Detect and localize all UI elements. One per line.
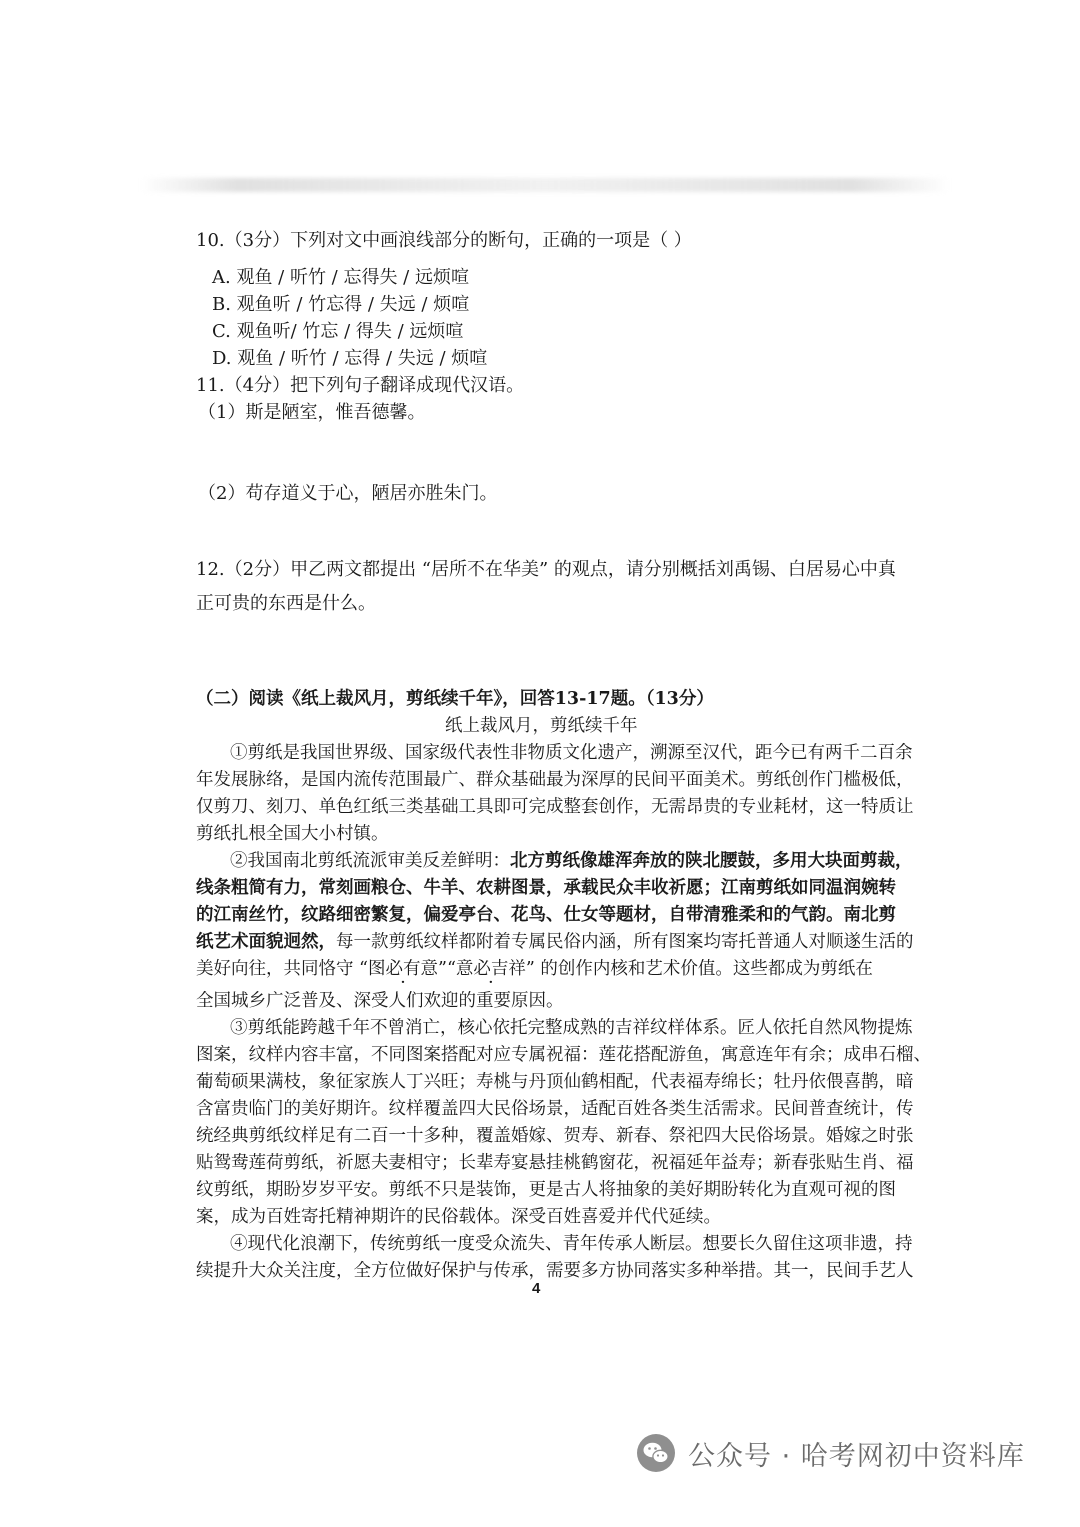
para-4-line: 续提升大众关注度，全方位做好保护与传承，需要多方协同落实多种举措。其一，民间手艺人: [196, 1261, 914, 1281]
question-10-option-d: D. 观鱼 / 听竹 / 忘得 / 失远 / 烦喧: [212, 348, 488, 369]
para-2-bold-text: 北方剪纸像雄浑奔放的陕北腰鼓，多用大块面剪裁，: [510, 851, 913, 871]
para-2-line: 全国城乡广泛普及、深受人们欢迎的重要原因。: [196, 991, 564, 1011]
section-2-header: （二）阅读《纸上裁风月，剪纸续千年》，回答13-17题。（13分）: [196, 689, 714, 709]
para-2-text: 每一款剪纸纹样都附着专属民俗内涵，所有图案均寄托普通人对顺遂生活的: [336, 932, 914, 952]
para-2-text: ”“: [438, 959, 456, 979]
question-11-item-1: （1）斯是陋室，惟吾德馨。: [198, 402, 426, 423]
scan-artifact: [140, 178, 950, 192]
para-2-line: [196, 930, 914, 954]
watermark-text: 公众号 · 哈考网初中资料库: [688, 1440, 1025, 1472]
para-3-line: 案，成为百姓寄托精神期许的民俗载体。深受百姓喜爱并代代延续。: [196, 1207, 721, 1227]
wechat-icon: [636, 1433, 676, 1473]
para-2-line: [196, 957, 873, 981]
question-11-stem: 11.（4分）把下列句子翻译成现代汉语。: [196, 375, 525, 396]
para-1-line: 仅剪刀、刻刀、单色红纸三类基础工具即可完成整套创作，无需昂贵的专业耗材，这一特质让: [196, 797, 914, 817]
para-2-bold-text: 纸艺术面貌迥然，: [196, 932, 336, 952]
para-3-line: 含富贵临门的美好期许。纹样覆盖四大民俗场景，适配百姓各类生活需求。民间普查统计，传: [196, 1099, 914, 1119]
emphasized-phrase-2: 意必吉祥: [455, 959, 526, 979]
para-2-text: ” 的创作内核和艺术价值。这些都成为剪纸在: [525, 959, 873, 979]
para-3-line: 纹剪纸，期盼岁岁平安。剪纸不只是装饰，更是古人将抽象的美好期盼转化为直观可视的图: [196, 1180, 896, 1200]
para-3-line: 图案，纹样内容丰富，不同图案搭配对应专属祝福：莲花搭配游鱼，寓意连年有余；成串石榴、: [196, 1045, 931, 1065]
para-1-line: 年发展脉络，是国内流传范围最广、群众基础最为深厚的民间平面美术。剪纸创作门槛极低，: [196, 770, 914, 790]
question-10-option-b: B. 观鱼听 / 竹忘得 / 失远 / 烦喧: [212, 294, 470, 315]
page-number: 4: [532, 1280, 541, 1297]
para-2-line: 线条粗简有力，常刻画粮仓、牛羊、农耕图景，承载民众丰收祈愿；江南剪纸如同温润婉转: [196, 878, 896, 898]
para-3-line: 统经典剪纸纹样足有二百一十多种，覆盖婚嫁、贺寿、新春、祭祀四大民俗场景。婚嫁之时张: [196, 1126, 914, 1146]
question-11-item-2: （2）苟存道义于心，陋居亦胜朱门。: [198, 483, 498, 504]
question-12-line-2: 正可贵的东西是什么。: [196, 593, 376, 614]
question-10-option-a: A. 观鱼 / 听竹 / 忘得失 / 远烦喧: [212, 267, 469, 288]
para-2-text: 美好向往，共同恪守 “: [196, 959, 369, 979]
para-2-line: [230, 849, 913, 873]
emphasized-phrase-1: 图必有意: [368, 959, 439, 979]
article-title: 纸上裁风月，剪纸续千年: [445, 716, 638, 736]
question-10-option-c: C. 观鱼听/ 竹忘 / 得失 / 远烦喧: [212, 321, 464, 342]
question-12-line-1: 12.（2分）甲乙两文都提出 “居所不在华美” 的观点，请分别概括刘禹锡、白居易心中真: [196, 559, 896, 580]
para-4-line: ④现代化浪潮下，传统剪纸一度受众流失、青年传承人断层。想要长久留住这项非遗，持: [230, 1234, 913, 1254]
para-2-line: 的江南丝竹，纹路细密繁复，偏爱亭台、花鸟、仕女等题材，自带清雅柔和的气韵。南北剪: [196, 905, 896, 925]
question-10-stem: 10.（3分）下列对文中画浪线部分的断句，正确的一项是（ ）: [196, 230, 692, 251]
para-3-line: ③剪纸能跨越千年不曾消亡，核心依托完整成熟的吉祥纹样体系。匠人依托自然风物提炼: [230, 1018, 913, 1038]
para-2-text: ②我国南北剪纸流派审美反差鲜明：: [230, 851, 510, 871]
para-1-line: ①剪纸是我国世界级、国家级代表性非物质文化遗产，溯源至汉代，距今已有两千二百余: [230, 743, 913, 763]
watermark: [636, 1428, 1025, 1478]
para-3-line: 葡萄硕果满枝，象征家族人丁兴旺；寿桃与丹顶仙鹤相配，代表福寿绵长；牡丹依偎喜鹊，暗: [196, 1072, 914, 1092]
para-3-line: 贴鸳鸯莲荷剪纸，祈愿夫妻相守；长辈寿宴悬挂桃鹤窗花，祝福延年益寿；新春张贴生肖、福: [196, 1153, 914, 1173]
para-1-line: 剪纸扎根全国大小村镇。: [196, 824, 389, 844]
